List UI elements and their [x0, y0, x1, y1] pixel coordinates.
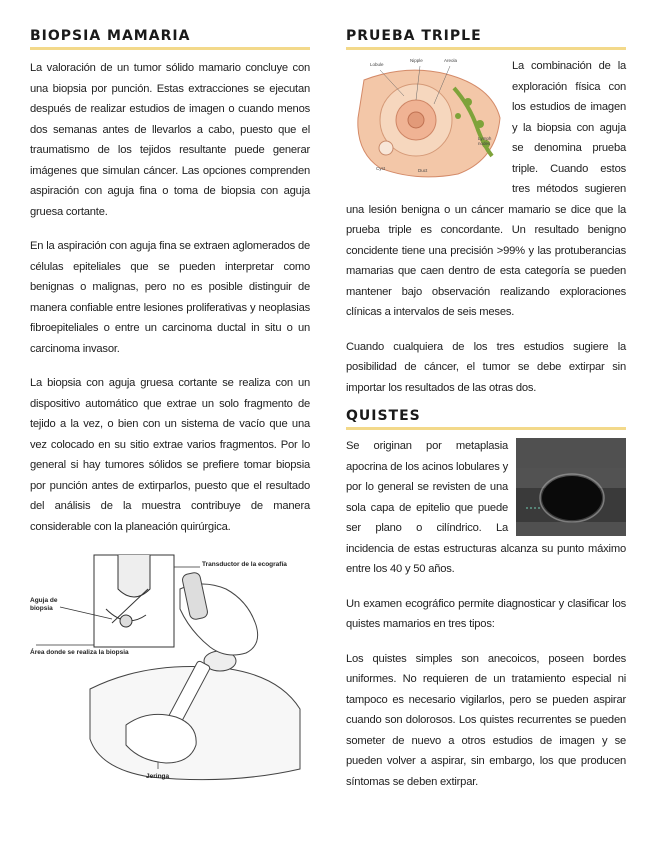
breast-anatomy-svg — [346, 56, 506, 182]
left-column — [30, 28, 310, 789]
biopsy-illustration — [30, 549, 310, 789]
label-areola: Areola — [444, 58, 458, 63]
text-triple-rest: tres métodos sugieren una lesión benigna o un cáncer mamario se dice que la prueba triple es concordante. Un resultado benigno concidente tiene una precisión >99% y las protuberancias mamarias que caen dentro de esta categoría se pueden mantener bajo observación realizando exploraciones clínicas a intervalos de seis meses. — [346, 183, 626, 318]
paragraph-cyst-3: Los quistes simples son anecoicos, poseen bordes uniformes. No requieren de un tratamiento especial ni tampoco es necesario vigilarlos, pero se pueden aspirar cuando son dolorosos. Los quistes recurrentes se pueden someter de nuevo a otros estudios de imagen y se pueden volver a aspirar, sin embargo, los que producen síntomas se deben extirpar. — [346, 652, 626, 788]
label-nipple: Nipple — [410, 58, 423, 63]
biopsy-illustration-svg — [30, 549, 310, 789]
label-duct: Duct — [418, 168, 428, 173]
label-needle: Aguja de biopsia — [30, 597, 58, 612]
label-cyst: Cyst — [376, 166, 385, 171]
text-cyst-float: Se originan por metaplasia apocrina de los acinos lobulares y por lo general se revisten de una sola capa de epitelio que puede ser plano o cilíndrico. La incidencia de estas estructuras — [346, 440, 508, 555]
label-lobule: Lobule — [370, 62, 384, 67]
paragraph-triple-2: Cuando cualquiera de los tres estudios sugiere la posibilidad de cáncer, el tumor se debe extirpar sin importar los resultados de las otras dos. — [346, 340, 626, 394]
ultrasound-image — [516, 438, 626, 536]
cyst-section — [346, 436, 626, 792]
label-lymph: Lymph nodes — [478, 136, 492, 146]
text-cyst-rest: alcanza su punto máximo entre los 40 y 50 años. — [346, 542, 626, 575]
heading-prueba-triple: PRUEBA TRIPLE — [346, 28, 626, 50]
label-transducer: Transductor de la ecografía — [202, 561, 287, 568]
triple-section — [346, 56, 626, 398]
right-column — [346, 28, 626, 792]
heading-biopsia-mamaria: BIOPSIA MAMARIA — [30, 28, 310, 50]
label-area: Área donde se realiza la biopsia — [30, 649, 129, 656]
label-syringe: Jeringa — [146, 773, 170, 780]
ultrasound-svg — [516, 438, 626, 536]
paragraph-biopsia-2: En la aspiración con aguja fina se extraen aglomerados de células epiteliales que se pueden interpretar como benignas o malignas, pero no es posible distinguir de manera confiable entre lesiones proliferativas y neoplasias fibroepiteliales o entre un carcinoma ductal in situ o un carcinoma invasor. — [30, 240, 310, 355]
paragraph-biopsia-1: La valoración de un tumor sólido mamario concluye con una biopsia por punción. Estas extracciones se ejecutan después de realizar estudios de imagen o cuando menos dos semanas antes de llevarlos a cabo, puesto que el traumatismo de los tejidos resultante puede generar imágenes que simulan cáncer. Las opciones comprenden aspiración con aguja fina o toma de biopsia con aguja gruesa cortante. — [30, 62, 310, 218]
paragraph-biopsia-3: La biopsia con aguja gruesa cortante se realiza con un dispositivo automático que extrae un solo fragmento de tejido a la vez, o bien con un sistema de vacío que una vez colocado en su sitio extrae varios fragmentos. Por lo general si hay tumores sólidos se prefiere tomar biopsia por punción antes de extirparlos, puesto que el resultado del análisis de la muestra contribuye de manera considerable con la planeación quirúrgica. — [30, 377, 310, 533]
paragraph-cyst-2: Un examen ecográfico permite diagnosticar y clasificar los quistes mamarios en tres tipos: — [346, 597, 626, 630]
text-triple-float: La combinación de la exploración física con los estudios de imagen y la biopsia con aguja se denomina prueba triple. Cuando estos — [512, 60, 626, 175]
breast-anatomy-figure — [346, 56, 506, 182]
heading-quistes: QUISTES — [346, 408, 626, 430]
